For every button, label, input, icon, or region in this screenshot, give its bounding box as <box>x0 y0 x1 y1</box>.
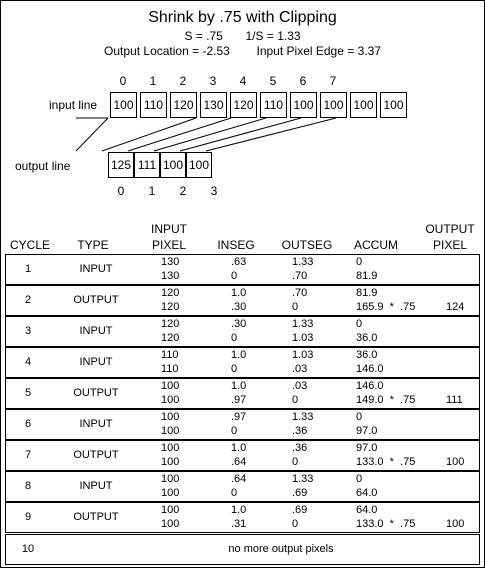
table-row-final <box>5 534 480 565</box>
input-index: 7 <box>329 74 337 88</box>
type-cell: OUTPUT <box>73 294 119 306</box>
outseg-value: 0 <box>292 518 299 530</box>
input-pixel-value: 100 <box>161 518 180 530</box>
cycle-cell: 8 <box>24 480 32 492</box>
input-pixel-cell: 100 <box>290 92 317 118</box>
outseg-value: .70 <box>292 287 308 299</box>
output-pixel-value: 124 <box>446 301 465 313</box>
output-index: 1 <box>148 184 156 198</box>
output-pixel-cell: 100 <box>186 152 212 178</box>
input-pixel-value: 100 <box>161 504 180 516</box>
inseg-value: 1.0 <box>231 349 247 361</box>
outseg-value: 1.33 <box>292 318 314 330</box>
inseg-value: 0 <box>231 487 238 499</box>
inseg-value: .31 <box>231 518 247 530</box>
input-index: 6 <box>299 74 307 88</box>
outseg-value: 1.03 <box>292 332 314 344</box>
accum-value: 36.0 <box>356 332 378 344</box>
inseg-value: 1.0 <box>231 287 247 299</box>
output-index: 2 <box>179 184 187 198</box>
input-pixel-value: 120 <box>161 318 180 330</box>
input-pixel-cell: 120 <box>230 92 257 118</box>
header-output-pixel-line2: PIXEL <box>432 238 468 252</box>
accum-value: 146.0 <box>356 380 384 392</box>
output-pixel-cell: 111 <box>134 152 160 178</box>
input-index: 4 <box>239 74 247 88</box>
table-row <box>5 378 480 409</box>
inseg-value: 1.0 <box>231 380 247 392</box>
scale-value: S = .75 <box>184 29 223 43</box>
outseg-value: 1.33 <box>292 411 314 423</box>
input-pixel-value: 100 <box>161 473 180 485</box>
input-pixel-value: 130 <box>161 256 180 268</box>
accum-value: 97.0 <box>356 442 378 454</box>
input-pixel-cell: 110 <box>140 92 167 118</box>
outseg-value: 1.03 <box>292 349 314 361</box>
cycle-cell: 5 <box>24 387 32 399</box>
type-cell: OUTPUT <box>73 449 119 461</box>
type-cell: INPUT <box>79 480 113 492</box>
input-index: 2 <box>179 74 187 88</box>
cycle-cell: 10 <box>21 543 35 555</box>
input-pixel-value: 110 <box>161 349 179 361</box>
output-line-label: output line <box>15 159 71 173</box>
mapping-line <box>154 118 266 151</box>
type-cell: INPUT <box>79 418 113 430</box>
inseg-value: 0 <box>231 363 238 375</box>
outseg-value: 0 <box>292 301 299 313</box>
input-index: 3 <box>209 74 217 88</box>
accum-value: 0 <box>356 256 363 268</box>
inseg-value: .64 <box>231 473 247 485</box>
header-output-pixel <box>421 223 479 252</box>
inseg-value: .63 <box>231 256 247 268</box>
output-pixel-value: 100 <box>446 518 465 530</box>
input-pixel-cell: 100 <box>350 92 377 118</box>
input-index: 1 <box>149 74 157 88</box>
final-message: no more output pixels <box>228 543 334 555</box>
input-pixel-value: 100 <box>161 394 180 406</box>
header-input-pixel <box>139 223 199 252</box>
table-row <box>5 254 480 285</box>
accum-value: 97.0 <box>356 425 378 437</box>
inseg-value: 1.0 <box>231 504 247 516</box>
accum-value: 133.0 * .75 <box>356 518 416 530</box>
accum-value: 81.9 <box>356 287 378 299</box>
inseg-value: 0 <box>231 425 238 437</box>
table-row <box>5 347 480 378</box>
table-row <box>5 502 480 533</box>
cycle-cell: 6 <box>24 418 32 430</box>
accum-value: 64.0 <box>356 487 378 499</box>
input-pixel-value: 120 <box>161 287 180 299</box>
accum-value: 0 <box>356 318 363 330</box>
cycle-cell: 2 <box>24 294 32 306</box>
inseg-value: 0 <box>231 332 238 344</box>
cycle-cell: 4 <box>24 356 32 368</box>
input-pixel-edge: Input Pixel Edge = 3.37 <box>256 44 381 58</box>
accum-value: 64.0 <box>356 504 378 516</box>
outseg-value: 1.33 <box>292 473 314 485</box>
accum-value: 133.0 * .75 <box>356 456 416 468</box>
header-inseg: INSEG <box>217 238 255 252</box>
inseg-value: .30 <box>231 301 247 313</box>
accum-value: 81.9 <box>356 270 378 282</box>
accum-value: 146.0 <box>356 363 384 375</box>
type-cell: OUTPUT <box>73 387 119 399</box>
input-pixel-value: 100 <box>161 425 180 437</box>
cycle-cell: 1 <box>24 263 32 275</box>
table-row <box>5 316 480 347</box>
mapping-line <box>102 118 196 151</box>
mapping-line <box>180 118 301 151</box>
input-pixel-cell: 100 <box>320 92 347 118</box>
accum-value: 0 <box>356 473 363 485</box>
accum-value: 36.0 <box>356 349 378 361</box>
header-input-pixel-line2: PIXEL <box>151 238 187 252</box>
input-pixel-value: 100 <box>161 380 180 392</box>
outseg-value: .03 <box>292 380 308 392</box>
output-location: Output Location = -2.53 <box>104 44 230 58</box>
output-pixel-cell: 100 <box>160 152 186 178</box>
output-pixel-cell: 125 <box>108 152 134 178</box>
accum-value: 149.0 * .75 <box>356 394 416 406</box>
input-pixel-value: 100 <box>161 442 180 454</box>
inseg-value: .30 <box>231 318 247 330</box>
outseg-value: 0 <box>292 394 299 406</box>
input-pixel-cell: 100 <box>110 92 137 118</box>
input-pixel-cell: 120 <box>170 92 197 118</box>
input-pixel-value: 100 <box>161 487 180 499</box>
output-index: 0 <box>117 184 125 198</box>
input-pixel-value: 100 <box>161 456 180 468</box>
output-index: 3 <box>210 184 218 198</box>
table-row <box>5 440 480 471</box>
outseg-value: .69 <box>292 487 308 499</box>
outseg-value: .70 <box>292 270 308 282</box>
outseg-value: 1.33 <box>292 256 314 268</box>
outseg-value: .36 <box>292 442 308 454</box>
input-pixel-cell: 110 <box>260 92 287 118</box>
output-pixel-value: 100 <box>446 456 465 468</box>
mapping-line <box>76 118 108 151</box>
mapping-line <box>128 118 231 151</box>
header-outseg: OUTSEG <box>281 238 333 252</box>
inseg-value: 1.0 <box>231 442 247 454</box>
header-output-pixel-line1: OUTPUT <box>425 222 475 236</box>
inseg-value: .64 <box>231 456 247 468</box>
input-pixel-value: 130 <box>161 270 180 282</box>
input-pixel-value: 120 <box>161 332 180 344</box>
output-pixel-value: 111 <box>446 394 463 406</box>
type-cell: INPUT <box>79 263 113 275</box>
input-index: 0 <box>119 74 127 88</box>
header-input-pixel-line1: INPUT <box>151 222 187 236</box>
figure-title: Shrink by .75 with Clipping <box>148 9 337 26</box>
outseg-value: .69 <box>292 504 308 516</box>
input-pixel-value: 110 <box>161 363 179 375</box>
type-cell: OUTPUT <box>73 511 119 523</box>
table-row <box>5 285 480 316</box>
input-pixel-cell: 130 <box>200 92 227 118</box>
table-row <box>5 471 480 502</box>
type-cell: INPUT <box>79 356 113 368</box>
header-type: TYPE <box>77 238 109 252</box>
cycle-cell: 9 <box>24 511 32 523</box>
outseg-value: .36 <box>292 425 308 437</box>
table-row <box>5 409 480 440</box>
inverse-scale-value: 1/S = 1.33 <box>245 29 301 43</box>
accum-value: 0 <box>356 411 363 423</box>
cycle-cell: 7 <box>24 449 32 461</box>
accum-value: 165.9 * .75 <box>356 301 416 313</box>
input-index: 5 <box>269 74 277 88</box>
outseg-value: 0 <box>292 456 299 468</box>
cycle-cell: 3 <box>24 325 32 337</box>
input-line-label: input line <box>49 98 98 112</box>
header-cycle: CYCLE <box>9 238 50 252</box>
input-pixel-value: 100 <box>161 411 180 423</box>
inseg-value: .97 <box>231 411 247 423</box>
mapping-line <box>206 118 336 151</box>
type-cell: INPUT <box>79 325 113 337</box>
header-accum: ACCUM <box>354 238 398 252</box>
inseg-value: .97 <box>231 394 247 406</box>
input-pixel-value: 120 <box>161 301 180 313</box>
input-pixel-cell: 100 <box>380 92 407 118</box>
inseg-value: 0 <box>231 270 238 282</box>
outseg-value: .03 <box>292 363 308 375</box>
